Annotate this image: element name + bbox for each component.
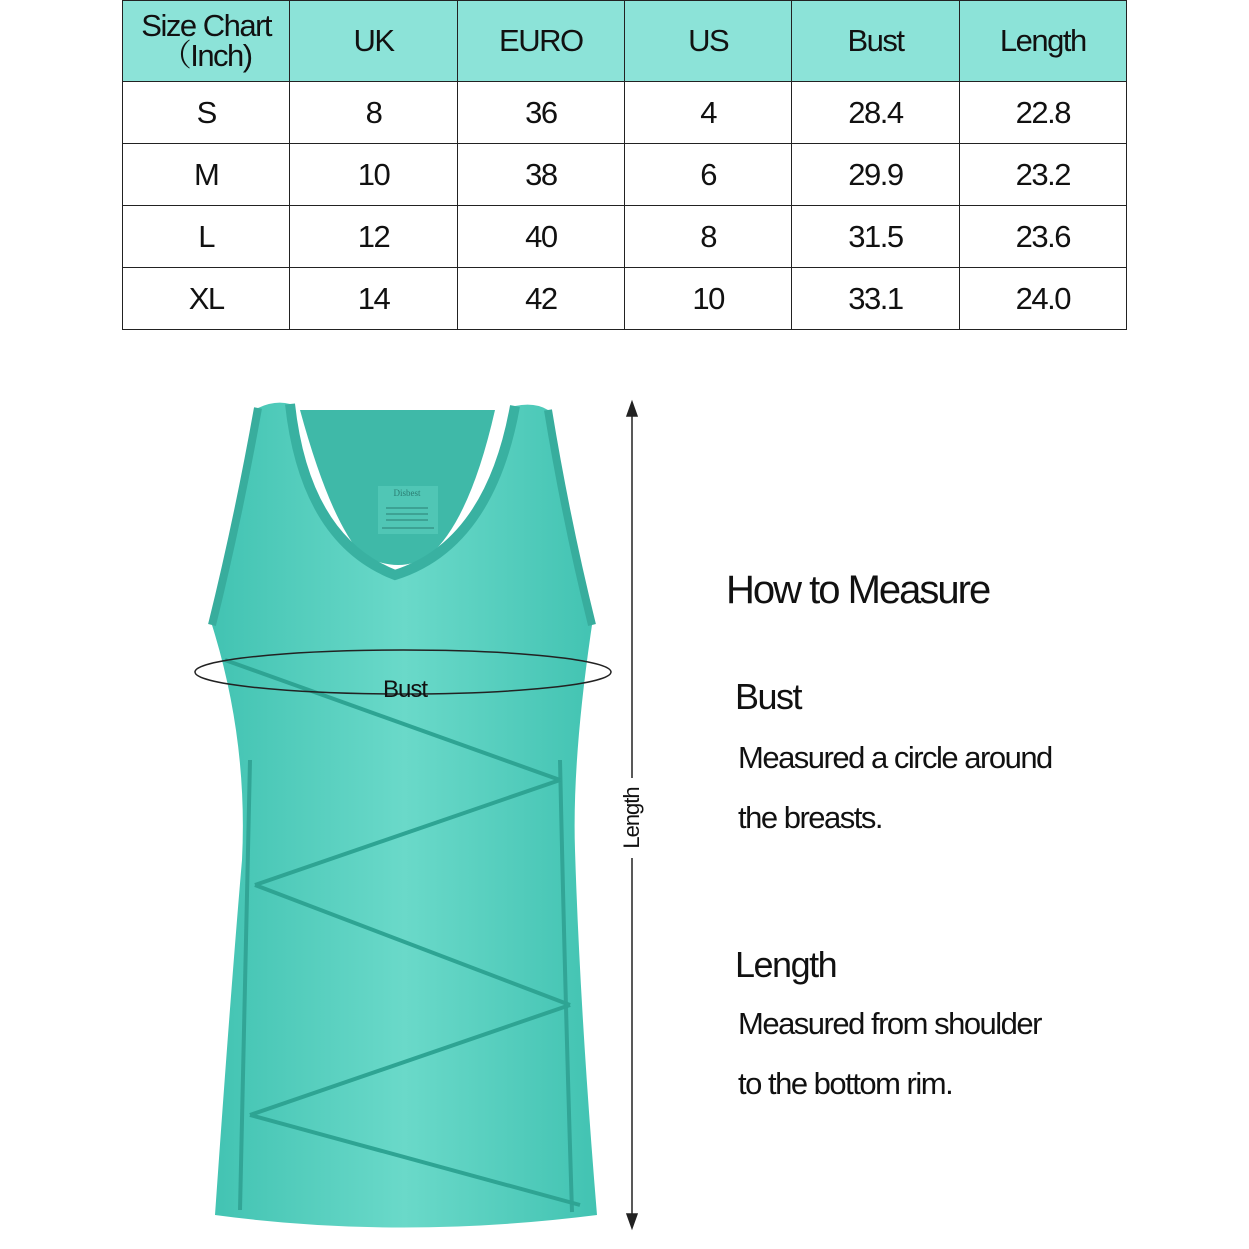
uk-cell: 8	[290, 82, 457, 144]
length-measure-label: Length	[619, 787, 644, 849]
euro-cell: 36	[457, 82, 624, 144]
us-cell: 10	[624, 268, 791, 330]
table-row	[123, 268, 1127, 330]
table-row	[123, 82, 1127, 144]
bust-description-line2: the breasts.	[738, 800, 882, 835]
tag-brand-text: Disbest	[393, 488, 421, 498]
unit-label: （Inch)	[160, 38, 252, 73]
length-cell: 23.6	[959, 206, 1126, 268]
euro-cell: 40	[457, 206, 624, 268]
size-chart-corner-header	[123, 1, 290, 82]
bust-cell: 31.5	[792, 206, 959, 268]
size-chart-table	[122, 0, 1127, 330]
length-cell: 22.8	[959, 82, 1126, 144]
size-chart-label: Size Chart	[141, 8, 272, 43]
neck-tag	[378, 486, 438, 534]
bust-measure-label: Bust	[383, 676, 428, 703]
uk-cell: 12	[290, 206, 457, 268]
bust-description	[738, 728, 1178, 848]
column-header-euro: EURO	[457, 1, 624, 82]
column-header-uk: UK	[290, 1, 457, 82]
bust-cell: 33.1	[792, 268, 959, 330]
length-heading: Length	[735, 944, 837, 985]
length-description-line2: to the bottom rim.	[738, 1066, 953, 1101]
bust-heading: Bust	[735, 676, 802, 717]
size-cell: M	[123, 144, 290, 206]
table-row	[123, 144, 1127, 206]
us-cell: 6	[624, 144, 791, 206]
size-chart-header-row	[123, 1, 1127, 82]
bust-cell: 28.4	[792, 82, 959, 144]
column-header-bust: Bust	[792, 1, 959, 82]
column-header-us: US	[624, 1, 791, 82]
column-header-length: Length	[959, 1, 1126, 82]
table-row	[123, 206, 1127, 268]
size-cell: L	[123, 206, 290, 268]
us-cell: 8	[624, 206, 791, 268]
length-cell: 23.2	[959, 144, 1126, 206]
length-cell: 24.0	[959, 268, 1126, 330]
tank-top-illustration	[0, 380, 700, 1249]
bust-cell: 29.9	[792, 144, 959, 206]
euro-cell: 42	[457, 268, 624, 330]
us-cell: 4	[624, 82, 791, 144]
bust-description-line1: Measured a circle around	[738, 740, 1052, 775]
how-to-measure-title: How to Measure	[726, 568, 990, 612]
length-description-line1: Measured from shoulder	[738, 1006, 1041, 1041]
uk-cell: 10	[290, 144, 457, 206]
size-cell: XL	[123, 268, 290, 330]
euro-cell: 38	[457, 144, 624, 206]
length-description	[738, 994, 1178, 1114]
uk-cell: 14	[290, 268, 457, 330]
size-cell: S	[123, 82, 290, 144]
